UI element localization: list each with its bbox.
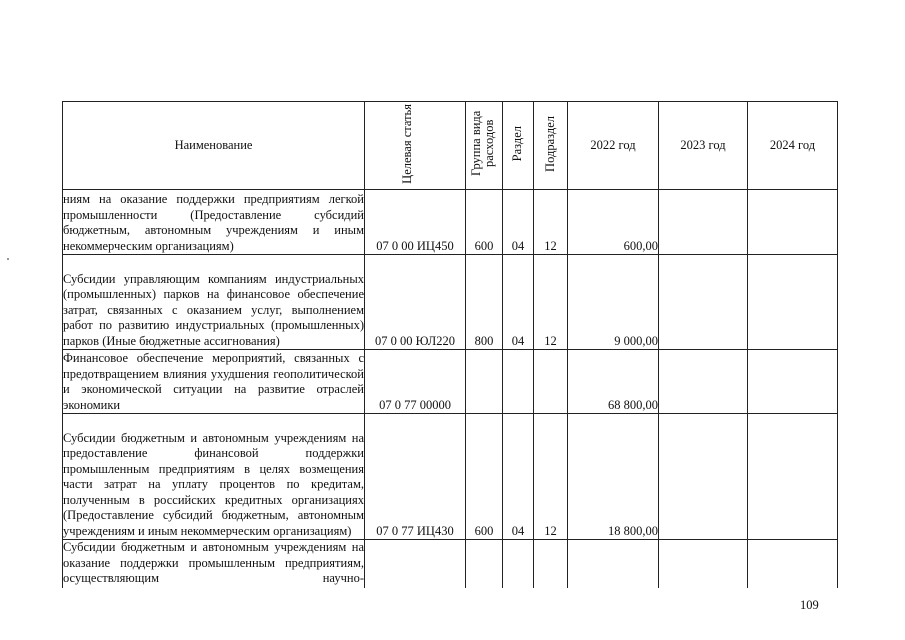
table-header-row — [63, 102, 838, 190]
row-2024 — [748, 350, 838, 414]
row-group: 800 — [466, 255, 503, 350]
header-2023: 2023 год — [659, 102, 748, 190]
row-section: 04 — [503, 414, 534, 540]
row-name: Субсидии бюджетным и автономным учреждениям на оказание поддержки промышленным предприятиям, осуществляющим научно- — [63, 540, 365, 588]
row-group — [466, 350, 503, 414]
row-target: 07 0 00 ЮЛ220 — [365, 255, 466, 350]
header-group: Группа вида расходов — [466, 102, 503, 190]
row-section: 04 — [503, 255, 534, 350]
row-target: 07 0 77 ИЦ430 — [365, 414, 466, 540]
row-subsection — [534, 350, 568, 414]
header-target: Целевая статья — [365, 102, 466, 190]
row-2023 — [659, 255, 748, 350]
row-name: Субсидии бюджетным и автономным учреждениям на предоставление финансовой поддержки промышленным предприятиям в целях возмещения части затрат на уплату процентов по кредитам, полученным в российских кредитных организациях (Предоставление субсидий бюджетным, автономным учреждениям и иным некоммерческим организациям) — [63, 414, 365, 540]
header-name: Наименование — [63, 102, 365, 190]
header-2022: 2022 год — [568, 102, 659, 190]
row-group: 600 — [466, 190, 503, 255]
row-name: Финансовое обеспечение мероприятий, связанных с предотвращением влияния ухудшения геополитической и экономической ситуации на развитие отраслей экономики — [63, 351, 364, 412]
row-subsection: 12 — [534, 190, 568, 255]
row-2022: 9 000,00 — [568, 255, 659, 350]
scan-speck — [7, 258, 9, 260]
table-row — [63, 350, 838, 414]
row-2023 — [659, 540, 748, 588]
row-2023 — [659, 414, 748, 540]
table-row — [63, 540, 838, 588]
row-name: ниям на оказание поддержки предприятиям легкой промышленности (Предоставление субсидий бюджетным, автономным учреждениям и иным некоммерческим организациям) — [63, 190, 365, 255]
row-2022: 68 800,00 — [568, 350, 659, 414]
row-target — [365, 540, 466, 588]
row-section — [503, 540, 534, 588]
row-2024 — [748, 190, 838, 255]
row-subsection — [534, 540, 568, 588]
row-group: 600 — [466, 414, 503, 540]
row-subsection: 12 — [534, 414, 568, 540]
row-group — [466, 540, 503, 588]
row-name: Субсидии управляющим компаниям индустриальных (промышленных) парков на финансовое обеспечение затрат, связанных с оказанием услуг, выполнением работ по развитию индустриальных (промышленных) парков (Иные бюджетные ассигнования) — [63, 255, 365, 350]
row-section — [503, 350, 534, 414]
page-number: 109 — [800, 598, 819, 612]
row-target: 07 0 00 ИЦ450 — [365, 190, 466, 255]
row-subsection: 12 — [534, 255, 568, 350]
table-row — [63, 414, 838, 540]
row-2022: 18 800,00 — [568, 414, 659, 540]
budget-table — [62, 101, 838, 588]
header-2024: 2024 год — [748, 102, 838, 190]
row-2024 — [748, 255, 838, 350]
row-2023 — [659, 350, 748, 414]
row-2023 — [659, 190, 748, 255]
row-2022 — [568, 540, 659, 588]
row-section: 04 — [503, 190, 534, 255]
row-2022: 600,00 — [568, 190, 659, 255]
header-subsection: Подраздел — [534, 102, 568, 190]
row-target: 07 0 77 00000 — [365, 350, 466, 414]
row-2024 — [748, 540, 838, 588]
row-2024 — [748, 414, 838, 540]
table-row — [63, 255, 838, 350]
header-section: Раздел — [503, 102, 534, 190]
table-row — [63, 190, 838, 255]
